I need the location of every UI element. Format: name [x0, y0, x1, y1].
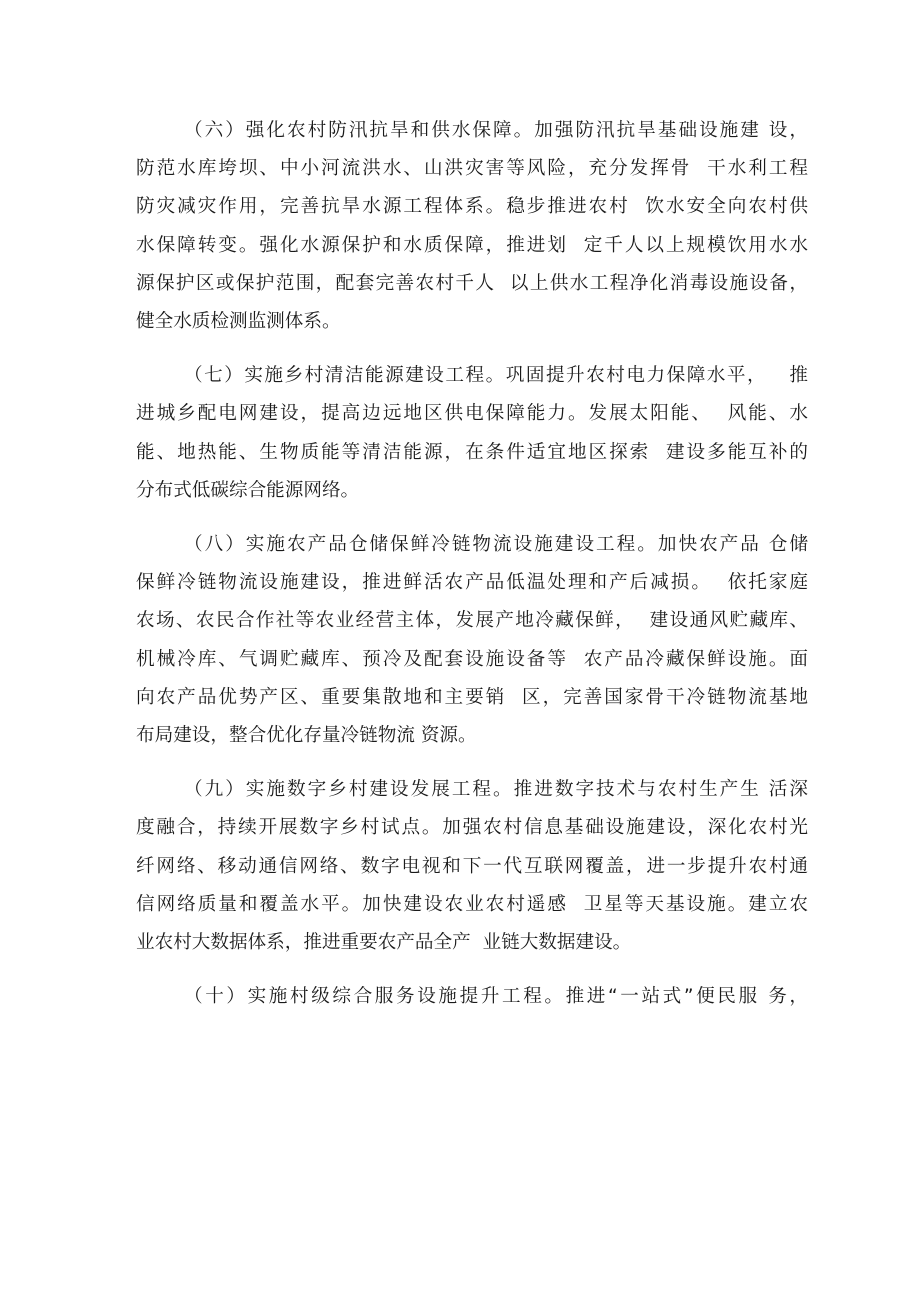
- text-line: 信网络质量和覆盖水平。加快建设农业农村遥感 卫星等天基设施。建立农: [136, 893, 808, 915]
- text-line: 纤网络、移动通信网络、数字电视和下一代互联网覆盖，进一步提升农村通: [136, 855, 808, 877]
- text-line: 水保障转变。强化水源保护和水质保障，推进划 定千人以上规模饮用水水: [136, 234, 808, 256]
- text-line: 健全水质检测监测体系。: [136, 311, 341, 333]
- paragraph-7: [136, 357, 808, 510]
- text-line: （九）实施数字乡村建设发展工程。推进数字技术与农村生产生 活深: [184, 779, 808, 801]
- text-line: 分布式低碳综合能源网络。: [136, 479, 360, 501]
- text-line: 业农村大数据体系，推进重要农产品全产 业链大数据建设。: [136, 932, 632, 954]
- text-line: 进城乡配电网建设，提高边远地区供电保障能力。发展太阳能、 风能、水: [136, 403, 808, 425]
- text-line: 农场、农民合作社等农业经营主体，发展产地冷藏保鲜， 建设通风贮藏库、: [136, 610, 808, 632]
- paragraph-9: [136, 771, 808, 962]
- text-line: （七）实施乡村清洁能源建设工程。巩固提升农村电力保障水平， 推: [184, 365, 808, 387]
- text-line: 布局建设，整合优化存量冷链物流 资源。: [136, 725, 477, 747]
- text-line: 度融合，持续开展数字乡村试点。加强农村信息基础设施建设，深化农村光: [136, 817, 808, 839]
- text-line: （十）实施村级综合服务设施提升工程。推进“一站式”便民服 务，: [184, 986, 808, 1008]
- paragraph-10: [136, 978, 808, 1016]
- text-line: （八）实施农产品仓储保鲜冷链物流设施建设工程。加快农产品 仓储: [184, 534, 808, 556]
- paragraph-8: [136, 526, 808, 755]
- text-line: 防范水库垮坝、中小河流洪水、山洪灾害等风险，充分发挥骨 干水利工程: [136, 158, 808, 180]
- text-line: 保鲜冷链物流设施建设，推进鲜活农产品低温处理和产后减损。 依托家庭: [136, 572, 808, 594]
- paragraph-6: [136, 112, 808, 341]
- text-line: 向农产品优势产区、重要集散地和主要销 区，完善国家骨干冷链物流基地: [136, 686, 808, 708]
- text-line: 防灾减灾作用，完善抗旱水源工程体系。稳步推进农村 饮水安全向农村供: [136, 196, 808, 218]
- text-line: （六）强化农村防汛抗旱和供水保障。加强防汛抗旱基础设施建 设，: [184, 120, 808, 141]
- document-body: [136, 112, 808, 1032]
- text-line: 机械冷库、气调贮藏库、预冷及配套设施设备等 农产品冷藏保鲜设施。面: [136, 648, 808, 670]
- text-line: 源保护区或保护范围，配套完善农村千人 以上供水工程净化消毒设施设备，: [136, 272, 808, 294]
- text-line: 能、地热能、生物质能等清洁能源，在条件适宜地区探索 建设多能互补的: [136, 441, 808, 463]
